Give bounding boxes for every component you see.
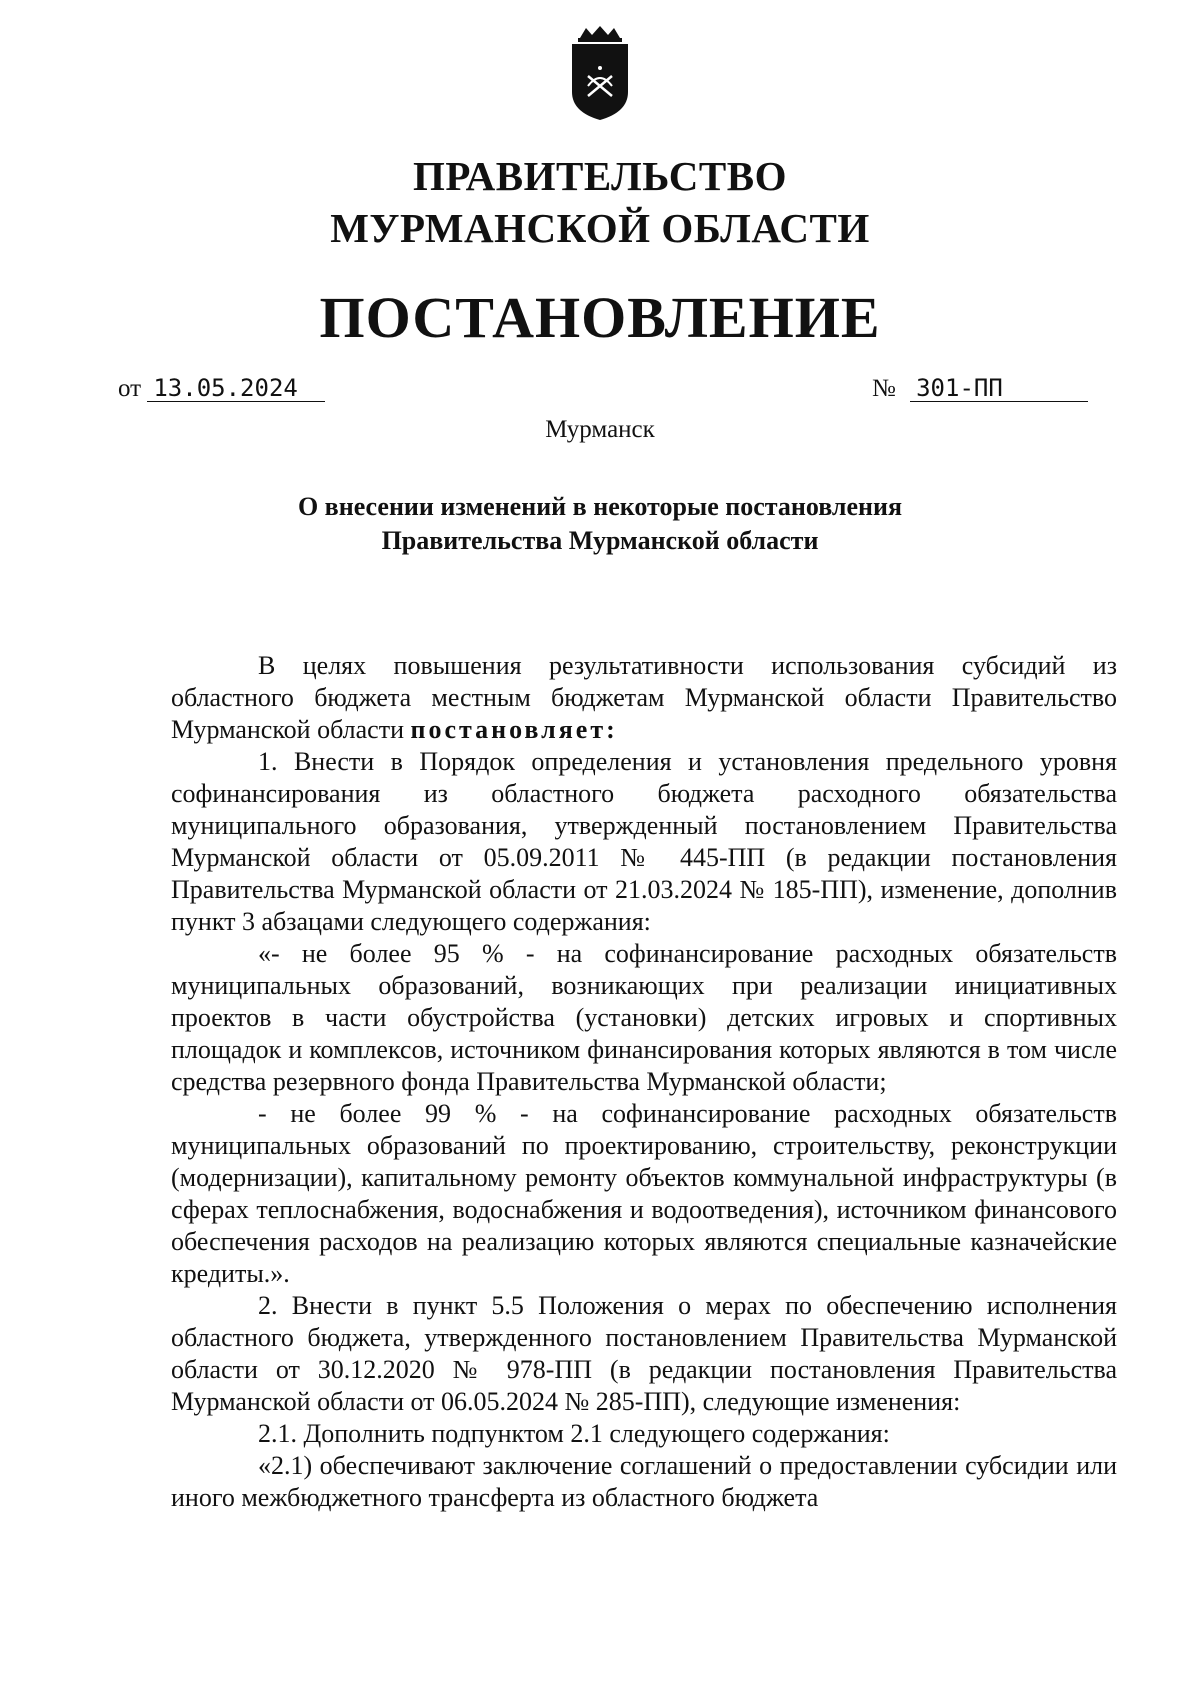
paragraph-2: 2. Внести в пункт 5.5 Положения о мерах по обеспечению исполнения областного бюджета, утвержденного постановлением Правительства Мурманской области от 30.12.2020 № 978-ПП (в редакции постановления Правительства Мурманской области от 06.05.2024 № 285-ПП), следующие изменения: xyxy=(171,1291,1117,1416)
subject-line-1: О внесении изменений в некоторые постановления xyxy=(297,492,903,521)
document-number: 301-ПП xyxy=(910,375,1088,402)
number-block xyxy=(872,373,1088,405)
document-type: ПОСТАНОВЛЕНИЕ xyxy=(319,285,881,350)
coat-of-arms-graphic xyxy=(558,24,642,122)
preamble-paragraph xyxy=(171,650,1117,746)
date-prefix: от xyxy=(118,375,142,402)
coat-of-arms-icon xyxy=(558,24,642,122)
number-prefix: № xyxy=(872,375,896,402)
paragraph-2-1-a: «2.1) обеспечивают заключение соглашений о предоставлении субсидии или иного межбюджетного трансферта из областного бюджета xyxy=(171,1451,1117,1512)
date-block xyxy=(118,373,325,405)
decree-word: постановляет: xyxy=(410,715,618,744)
paragraph-1-a: «- не более 95 % - на софинансирование расходных обязательств муниципальных образований, возникающих при реализации инициативных проектов в части обустройства (установки) детских игровых и спортивных площадок и комплексов, источником финансирования которых являются в том числе средства резервного фонда Правительства Мурманской области; xyxy=(171,939,1117,1096)
paragraph-2-1: 2.1. Дополнить подпунктом 2.1 следующего содержания: xyxy=(258,1419,890,1448)
city: Мурманск xyxy=(545,416,655,443)
document-body xyxy=(171,650,1117,1514)
preamble-text: В целях повышения результативности использования субсидий из областного бюджета местным бюджетам Мурманской области Правительство Мурманской области xyxy=(171,651,1117,744)
document-date: 13.05.2024 xyxy=(147,375,325,402)
paragraph-1: 1. Внести в Порядок определения и установления предельного уровня софинансирования из областного бюджета расходного обязательства муниципального образования, утвержденный постановлением Правительства Мурманской области от 05.09.2011 № 445-ПП (в редакции постановления Правительства Мурманской области от 21.03.2024 № 185-ПП), изменение, дополнив пункт 3 абзацами следующего содержания: xyxy=(171,747,1117,936)
paragraph-1-b: - не более 99 % - на софинансирование расходных обязательств муниципальных образований по проектированию, строительству, реконструкции (модернизации), капитальному ремонту объектов коммунальной инфраструктуры (в сферах теплоснабжения, водоснабжения и водоотведения), источником финансового обеспечения расходов на реализацию которых являются специальные казначейские кредиты.». xyxy=(171,1099,1117,1288)
org-title-line-1: ПРАВИТЕЛЬСТВО xyxy=(412,153,788,199)
org-title-line-2: МУРМАНСКОЙ ОБЛАСТИ xyxy=(330,205,870,251)
subject-line-2: Правительства Мурманской области xyxy=(381,526,819,555)
